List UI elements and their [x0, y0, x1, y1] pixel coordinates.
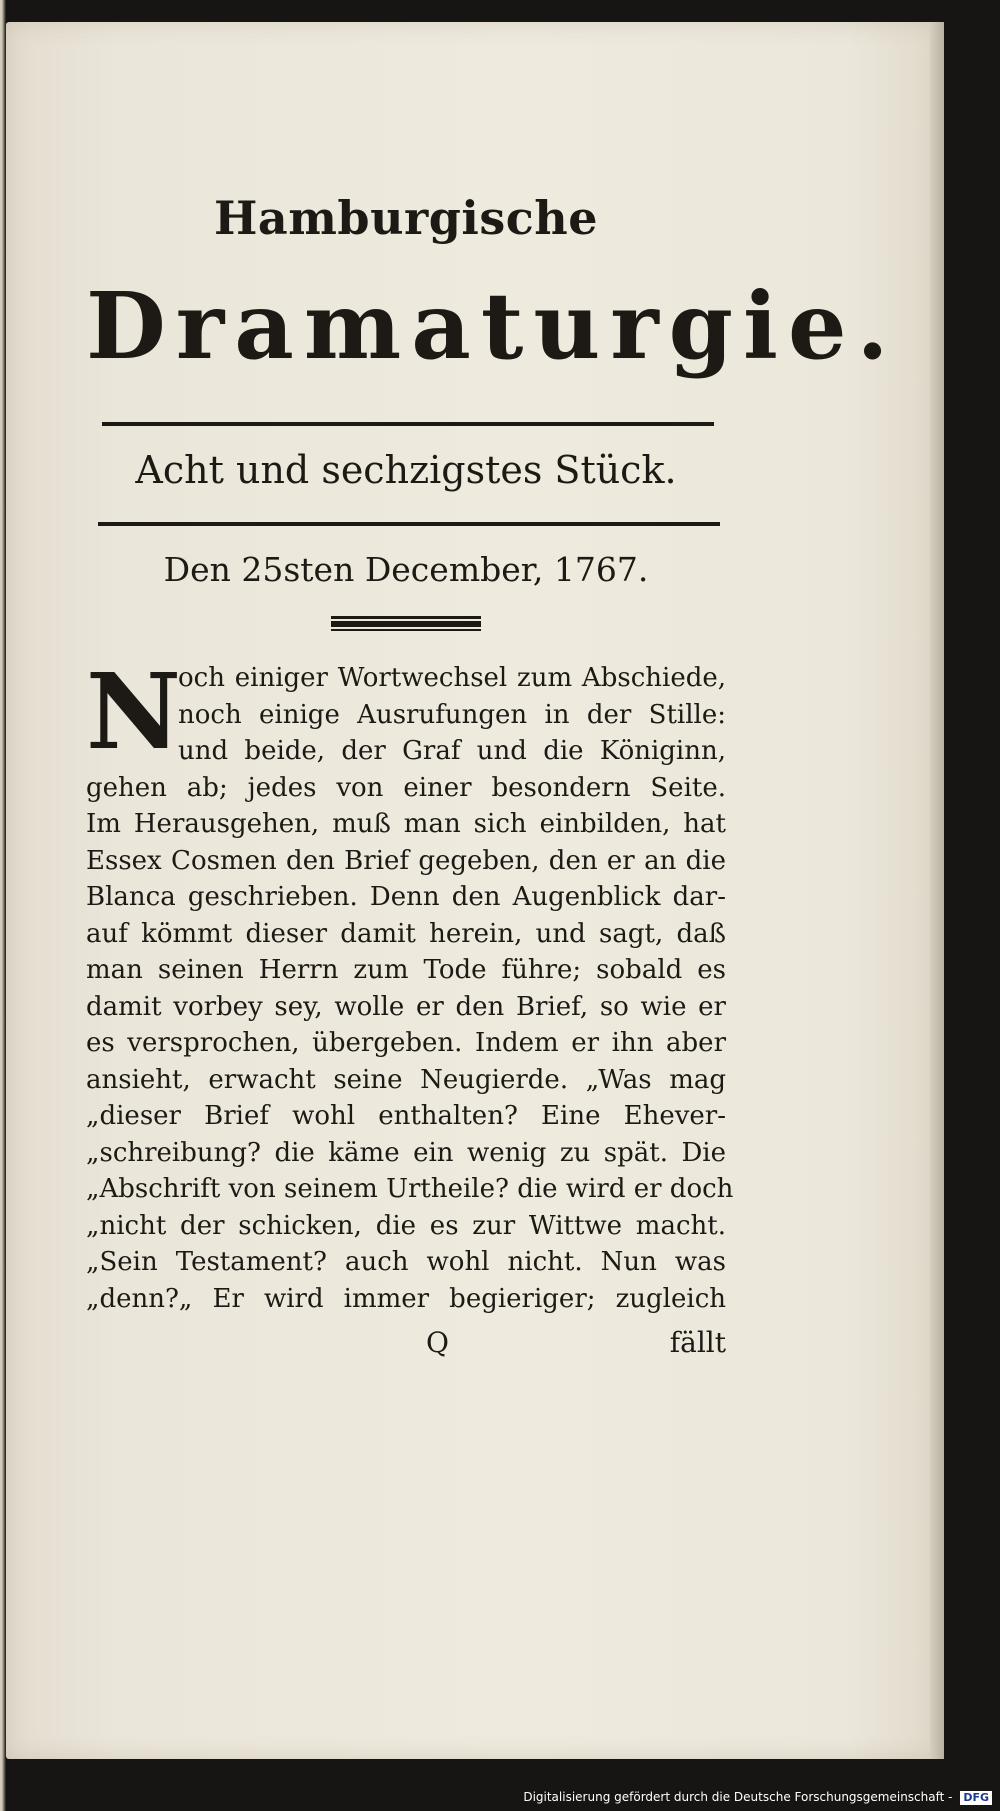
- title-line-2: Dramaturgie.: [86, 272, 899, 380]
- text-line: und beide, der Graf und die Königinn,: [178, 736, 726, 766]
- text-line: damit vorbey sey, wolle er den Brief, so wie er: [86, 991, 726, 1022]
- issue-subtitle: Acht und sechzigstes Stück.: [135, 448, 677, 492]
- page-footer-row: [86, 1323, 726, 1363]
- text-line: Im Herausgehen, muß man sich einbilden, hat: [86, 809, 726, 839]
- text-line: „schreibung? die käme ein wenig zu spät. Die: [86, 1137, 726, 1168]
- credit-text: Digitalisierung gefördert durch die Deutsche Forschungsgemeinschaft -: [523, 1790, 953, 1804]
- text-line: „nicht der schicken, die es zur Wittwe macht.: [86, 1210, 726, 1241]
- signature-mark: Q: [426, 1326, 449, 1359]
- digitization-credit: [523, 1787, 992, 1807]
- title-rule: [102, 422, 714, 426]
- dfg-logo: DFG: [960, 1791, 992, 1805]
- text-line: „dieser Brief wohl enthalten? Eine Ehever-: [86, 1101, 726, 1131]
- text-line: auf kömmt dieser damit herein, und sagt, daß: [86, 918, 726, 949]
- text-line: noch einige Ausrufungen in der Stille:: [178, 699, 726, 730]
- subtitle-rule: [98, 522, 720, 526]
- drop-cap: N: [86, 650, 182, 773]
- text-line: Blanca geschrieben. Denn den Augenblick dar-: [86, 882, 726, 912]
- text-line: gehen ab; jedes von einer besondern Seite.: [86, 772, 726, 803]
- body-text: [86, 650, 734, 1317]
- text-line: es versprochen, übergeben. Indem er ihn aber: [86, 1028, 726, 1058]
- text-line: „denn?„ Er wird immer begieriger; zugleich: [86, 1283, 726, 1314]
- text-line: „Abschrift von seinem Urtheile? die wird er doch: [86, 1174, 734, 1204]
- ornament-rule: [331, 616, 481, 632]
- text-line: „Sein Testament? auch wohl nicht. Nun was: [86, 1247, 726, 1277]
- page-edge: [930, 22, 944, 1759]
- text-line: och einiger Wortwechsel zum Abschiede,: [178, 663, 726, 693]
- text-line: ansieht, erwacht seine Neugierde. „Was mag: [86, 1064, 726, 1095]
- text-line: Essex Cosmen den Brief gegeben, den er an die: [86, 845, 726, 876]
- catchword: fällt: [669, 1326, 726, 1359]
- text-line: man seinen Herrn zum Tode führe; sobald es: [86, 955, 726, 985]
- issue-date: Den 25sten December, 1767.: [163, 550, 649, 589]
- title-line-1: Hamburgische: [213, 191, 599, 245]
